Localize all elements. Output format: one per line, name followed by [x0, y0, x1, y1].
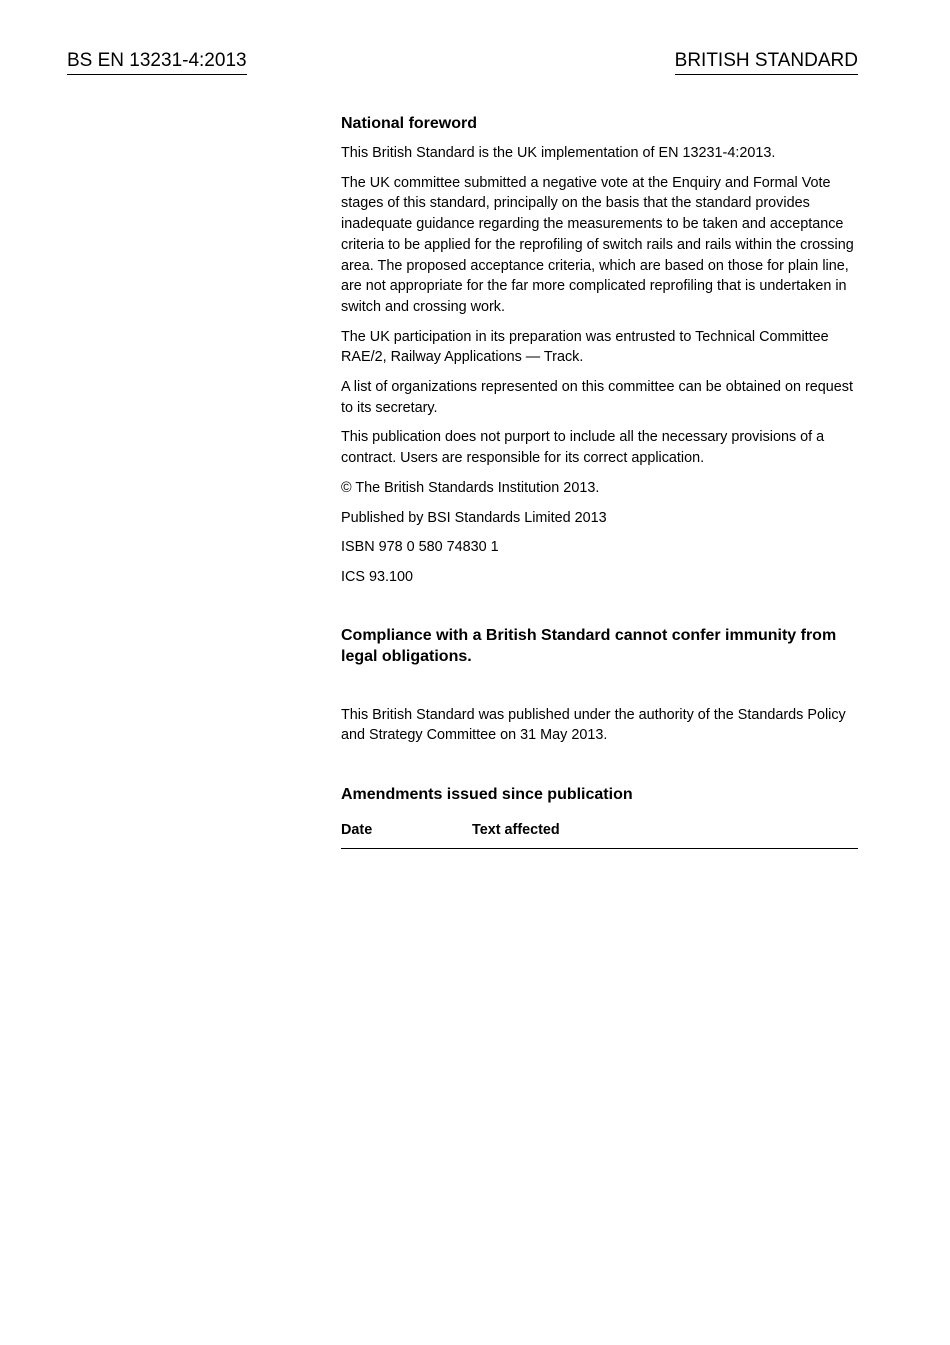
amendments-column-text-affected: Text affected — [472, 822, 560, 839]
foreword-title: National foreword — [341, 115, 478, 132]
amendments-table-header — [341, 820, 858, 849]
foreword-paragraph-implementation: This British Standard is the UK implementation of EN 13231-4:2013. — [341, 145, 776, 161]
main-content — [341, 113, 858, 849]
amendments-title: Amendments issued since publication — [341, 786, 633, 804]
isbn-line: ISBN 978 0 580 74830 1 — [341, 539, 499, 556]
compliance-statement: Compliance with a British Standard cannot confer immunity from legal obligations. — [341, 626, 837, 665]
foreword-paragraph-committee: The UK participation in its preparation was entrusted to Technical Committee RAE/2, Railway Applications — Track. — [341, 328, 829, 366]
foreword-paragraph-provisions: This publication does not purport to include all the necessary provisions of a contract. Users are responsible for its correct application. — [341, 429, 825, 467]
ics-line: ICS 93.100 — [341, 568, 414, 585]
document-number: BS EN 13231-4:2013 — [67, 49, 247, 75]
document-type: BRITISH STANDARD — [675, 49, 858, 75]
copyright-line: © The British Standards Institution 2013. — [341, 479, 600, 496]
foreword-paragraph-organizations: A list of organizations represented on this committee can be obtained on request to its secretary. — [341, 379, 853, 416]
authority-statement: This British Standard was published under the authority of the Standards Policy and Strategy Committee on 31 May 2013. — [341, 706, 846, 744]
publisher-line: Published by BSI Standards Limited 2013 — [341, 509, 607, 526]
foreword-paragraph-vote: The UK committee submitted a negative vote at the Enquiry and Formal Vote stages of this standard, principally on the basis that the standard provides inadequate guidance regarding the measurements to be taken and acceptance criteria to be applied for the reprofiling of switch rails and rails within the crossing area. The proposed acceptance criteria, which are based on those for plain line, are not appropriate for the far more complicated reprofiling that is undertaken in switch and crossing work. — [341, 174, 854, 315]
amendments-column-date: Date — [341, 822, 373, 839]
